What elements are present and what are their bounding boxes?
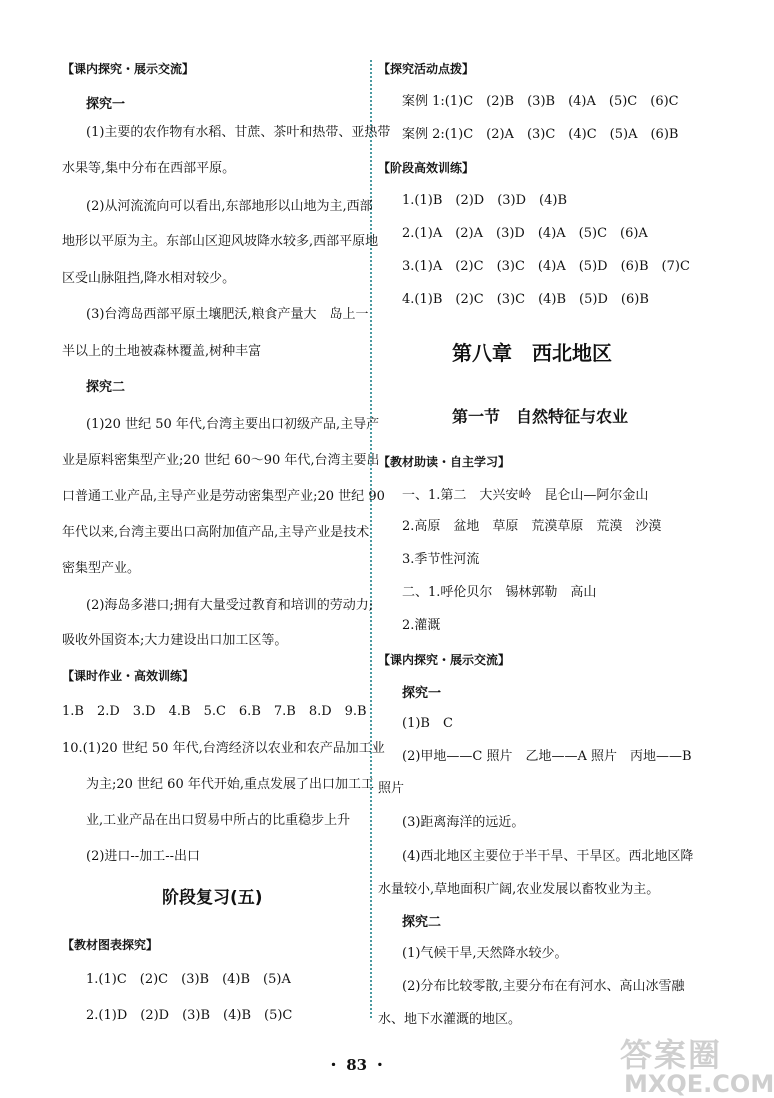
text-line: 年代以来,台湾主要出口高附加值产品,主导产业是技术 <box>62 525 370 540</box>
text-line: (1)B C <box>402 716 453 731</box>
subheading-explore-2: 探究二 <box>86 380 126 395</box>
heading-classroom-explore: 【课内探究・展示交流】 <box>378 653 511 667</box>
answer-line: 1.B 2.D 3.D 4.B 5.C 6.B 7.B 8.D 9.B <box>62 704 367 719</box>
answer-line: 1.(1)B (2)D (3)D (4)B <box>402 193 568 208</box>
text-line: 吸收外国资本;大力建设出口加工区等。 <box>62 633 288 648</box>
text-line: 业,工业产品在出口贸易中所占的比重稳步上升 <box>86 813 351 828</box>
text-line: 二、1.呼伦贝尔 锡林郭勒 高山 <box>402 585 597 600</box>
text-line: (2)海岛多港口;拥有大量受过教育和培训的劳动力; <box>86 598 374 613</box>
text-line: (3)台湾岛西部平原土壤肥沃,粮食产量大 岛上一 <box>86 307 369 322</box>
text-line: 区受山脉阻挡,降水相对较少。 <box>62 271 236 286</box>
text-line: (2)进口--加工--出口 <box>86 849 200 864</box>
text-line: (2)从河流流向可以看出,东部地形以山地为主,西部 <box>86 199 373 214</box>
text-line: (3)距离海洋的远近。 <box>402 815 525 830</box>
text-line: (1)主要的农作物有水稻、甘蔗、茶叶和热带、亚热带 <box>86 125 391 140</box>
text-line: 业是原料密集型产业;20 世纪 60～90 年代,台湾主要出 <box>62 453 380 468</box>
text-line: 半以上的土地被森林覆盖,树种丰富 <box>62 344 262 359</box>
answer-line: 4.(1)B (2)C (3)C (4)B (5)D (6)B <box>402 292 649 307</box>
heading-textbook-reading: 【教材助读・自主学习】 <box>378 455 511 469</box>
subheading-explore-1: 探究一 <box>86 97 126 112</box>
text-line: (1)20 世纪 50 年代,台湾主要出口初级产品,主导产 <box>86 417 380 432</box>
text-line: 10.(1)20 世纪 50 年代,台湾经济以农业和农产品加工业 <box>62 741 385 756</box>
section-title: 第一节 自然特征与农业 <box>452 407 629 426</box>
heading-stage-training: 【阶段高效训练】 <box>378 161 475 175</box>
text-line: 水果等,集中分布在西部平原。 <box>62 161 236 176</box>
watermark-text: 答案圈 <box>620 1036 723 1074</box>
text-line: 密集型产业。 <box>62 561 141 576</box>
text-line: 水、地下水灌溉的地区。 <box>378 1012 522 1027</box>
answer-line: 2.(1)D (2)D (3)B (4)B (5)C <box>86 1008 293 1023</box>
heading-activity-tips: 【探究活动点拨】 <box>378 62 475 76</box>
page-number: ・ 83 ・ <box>326 1056 388 1074</box>
heading-classroom-explore: 【课内探究・展示交流】 <box>62 62 195 76</box>
text-line: 一、1.第二 大兴安岭 昆仑山—阿尔金山 <box>402 488 649 503</box>
text-line: 口普通工业产品,主导产业是劳动密集型产业;20 世纪 90 <box>62 489 385 504</box>
text-line: 照片 <box>378 781 405 796</box>
answer-line: 1.(1)C (2)C (3)B (4)B (5)A <box>86 972 291 987</box>
text-line: (4)西北地区主要位于半干旱、干旱区。西北地区降 <box>402 849 694 864</box>
subheading-explore-1: 探究一 <box>402 686 442 701</box>
text-line: (2)分布比较零散,主要分布在有河水、高山冰雪融 <box>402 979 685 994</box>
chapter-title: 第八章 西北地区 <box>452 341 612 365</box>
stage-review-title: 阶段复习(五) <box>162 888 263 908</box>
heading-chart-explore: 【教材图表探究】 <box>62 938 159 952</box>
text-line: 地形以平原为主。东部山区迎风坡降水较多,西部平原地 <box>62 234 379 249</box>
heading-homework: 【课时作业・高效训练】 <box>62 669 195 683</box>
answer-line: 2.(1)A (2)A (3)D (4)A (5)C (6)A <box>402 226 648 241</box>
text-line: 为主;20 世纪 60 年代开始,重点发展了出口加工工 <box>86 777 374 792</box>
text-line: 3.季节性河流 <box>402 552 480 567</box>
text-line: (1)气候干旱,天然降水较少。 <box>402 946 568 961</box>
watermark-url: MXQE.COM <box>624 1070 774 1098</box>
subheading-explore-2: 探究二 <box>402 915 442 930</box>
answer-line: 3.(1)A (2)C (3)C (4)A (5)D (6)B (7)C <box>402 259 690 274</box>
answer-line: 案例 2:(1)C (2)A (3)C (4)C (5)A (6)B <box>402 127 679 142</box>
watermark-logo <box>600 1030 774 1098</box>
text-line: 水量较小,草地面积广阔,农业发展以畜牧业为主。 <box>378 882 660 897</box>
text-line: (2)甲地——C 照片 乙地——A 照片 丙地——B <box>402 749 692 764</box>
text-line: 2.高原 盆地 草原 荒漠草原 荒漠 沙漠 <box>402 519 662 534</box>
answer-line: 案例 1:(1)C (2)B (3)B (4)A (5)C (6)C <box>402 94 679 109</box>
text-line: 2.灌溉 <box>402 618 441 633</box>
